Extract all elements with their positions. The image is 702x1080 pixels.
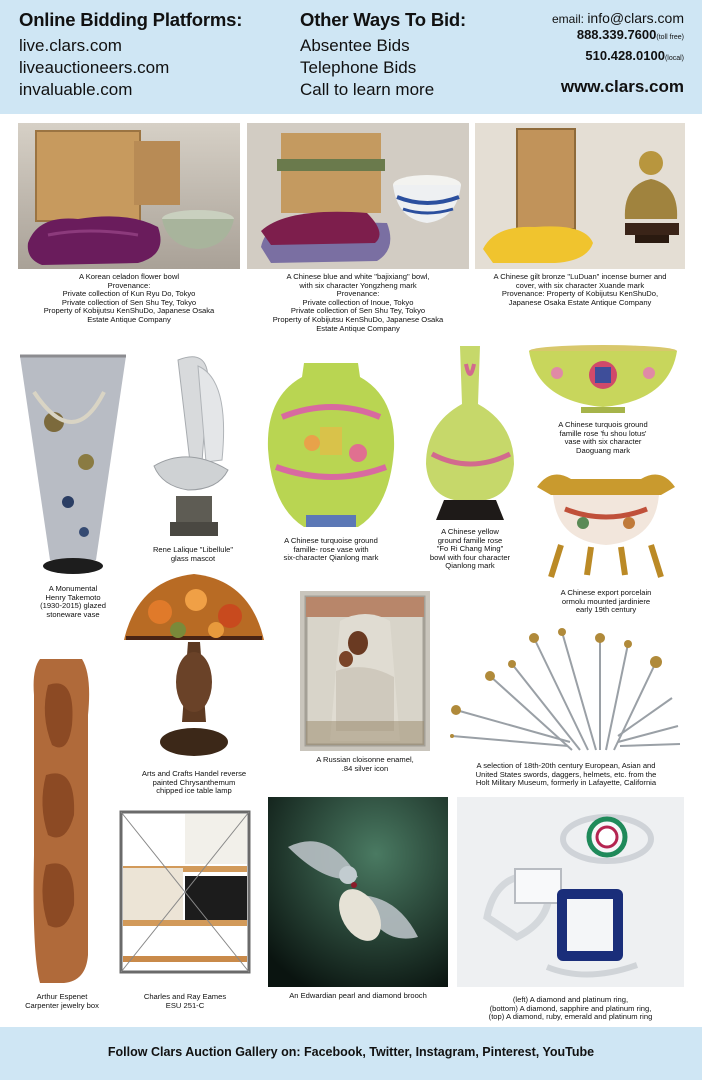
brooch-photo: [268, 797, 448, 987]
swords-photo: [450, 626, 682, 756]
russian-icon-photo: [300, 591, 430, 751]
email-label: email:: [551, 12, 588, 26]
swords-caption: A selection of 18th-20th century European, Asian and United States swords, daggers, helmets, etc. from the Holt Military Museum, formerly in Lafayette, California: [475, 761, 657, 788]
rings-caption: (left) A diamond and platinum ring, (bottom) A diamond, sapphire and platinum ring, (top) A diamond, ruby, emerald and platinum ring: [488, 995, 653, 1022]
takemoto-vase-photo: [14, 352, 132, 582]
other-ways-title: Other Ways To Bid:: [300, 9, 466, 30]
turquoise-bowl-photo: [527, 343, 679, 417]
jewelry-box-photo: [26, 655, 98, 987]
link-invaluable[interactable]: invaluable.com: [19, 80, 133, 99]
online-bidding-block: [19, 9, 242, 101]
call-to-learn: Call to learn more: [300, 80, 435, 99]
link-liveauctioneers[interactable]: liveauctioneers.com: [19, 58, 170, 77]
link-live-clars[interactable]: live.clars.com: [19, 36, 122, 55]
incense-burner-photo: [475, 123, 685, 269]
email-link[interactable]: info@clars.com: [587, 10, 684, 26]
yellow-bottle-caption: A Chinese yellow ground famille rose "Fo Ri Chang Ming" bowl with four character Qianlong mark: [429, 527, 511, 571]
yellow-bottle-photo: [420, 344, 520, 524]
russian-icon-caption: A Russian cloisonne enamel, .84 silver icon: [316, 755, 414, 773]
lalique-caption: Rene Lalique "Libellule" glass mascot: [152, 545, 234, 563]
lalique-photo: [148, 350, 238, 542]
brooch-caption: An Edwardian pearl and diamond brooch: [289, 991, 427, 1000]
social-follow-text: Follow Clars Auction Gallery on: Facebook, Twitter, Instagram, Pinterest, YouTube: [107, 1045, 595, 1059]
telephone-bids: Telephone Bids: [300, 58, 417, 77]
korean-bowl-caption: A Korean celadon flower bowl Provenance: Private collection of Kun Ryu Do, Tokyo Private collection of Sen Shu Tey, Tokyo Property of Kobijutsu KenShuDo, Japanese Osaka Estate Antique Company: [43, 272, 215, 324]
handel-lamp-photo: [122, 572, 266, 764]
jardiniere-photo: [531, 465, 681, 583]
korean-bowl-photo: [18, 123, 240, 269]
blue-white-bowl-photo: [247, 123, 469, 269]
online-bidding-title: Online Bidding Platforms:: [19, 9, 243, 30]
blue-white-bowl-caption: A Chinese blue and white "bajixiang" bowl, with six character Yongzheng mark Provenance: Private collection of Inoue, Tokyo Private collection of Sen Shu Tey, Tokyo Property of Kobijutsu KenShuDo, Japanese Osaka Estate Antique Company: [272, 272, 444, 333]
turquoise-vase-photo: [262, 357, 400, 533]
phone-toll-free[interactable]: 888.339.7600: [576, 27, 657, 42]
phone-local[interactable]: 510.428.0100: [585, 48, 665, 63]
rings-photo: [457, 797, 684, 987]
jewelry-box-caption: Arthur Espenet Carpenter jewelry box: [25, 992, 99, 1010]
takemoto-vase-caption: A Monumental Henry Takemoto (1930-2015) glazed stoneware vase: [40, 584, 106, 619]
eames-photo: [115, 806, 255, 986]
jardiniere-caption: A Chinese export porcelain ormolu mounted jardiniere early 19th century: [560, 588, 652, 615]
footer-banner: [0, 1027, 702, 1080]
website-link[interactable]: www.clars.com: [560, 77, 684, 96]
other-ways-block: [300, 9, 466, 101]
contact-block: [552, 10, 684, 97]
turquoise-vase-caption: A Chinese turquoise ground famille- rose vase with six-character Qianlong mark: [283, 536, 379, 563]
absentee-bids: Absentee Bids: [300, 36, 410, 55]
toll-free-note: (toll free): [656, 34, 684, 41]
local-note: (local): [664, 55, 684, 62]
header-banner: [0, 0, 702, 114]
incense-burner-caption: A Chinese gilt bronze "LuDuan" incense burner and cover, with six character Xuande mark Provenance: Property of Kobijutsu KenShuDo, Japanese Osaka Estate Antique Company: [493, 272, 667, 307]
handel-lamp-caption: Arts and Crafts Handel reverse painted Chrysanthemum chipped ice table lamp: [141, 769, 247, 796]
eames-caption: Charles and Ray Eames ESU 251-C: [143, 992, 227, 1010]
turquoise-bowl-caption: A Chinese turquois ground famille rose 'fu shou lotus' vase with six character Daoguang mark: [558, 420, 648, 455]
